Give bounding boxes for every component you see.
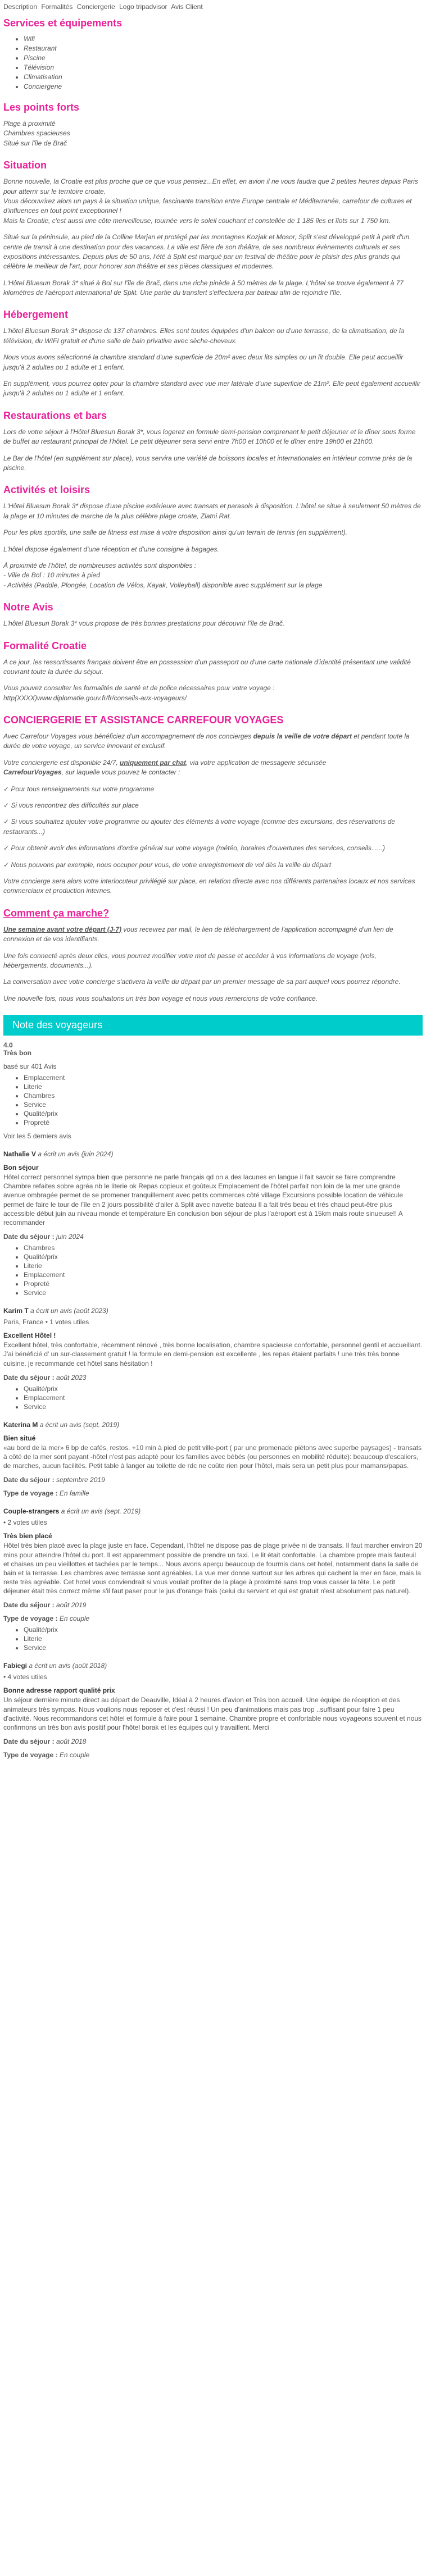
service-item: • Restaurant bbox=[24, 44, 423, 52]
review-criterion: • Qualité/prix bbox=[24, 1253, 423, 1261]
review-type-label: Type de voyage : bbox=[3, 1751, 58, 1759]
comment-p3: La conversation avec votre concierge s'activera la veille du départ par un premier message de sa part auquel vous pourrez répondre. bbox=[3, 978, 401, 986]
review-title: Excellent Hôtel ! bbox=[3, 1332, 56, 1340]
hebergement-p3: En supplément, vous pourrez opter pour la chambre standard avec vue mer latérale d'une superficie de 21m². Elle peut également accueillir jusqu'à 2 adultes ou 1 adulte et 1 enfant. bbox=[3, 380, 421, 398]
activite-item: - Activités (Paddle, Plongée, Location de Vélos, Kayak, Volleyball) disponible avec supplément sur la plage bbox=[3, 581, 323, 589]
service-item: • Télévision bbox=[24, 63, 423, 71]
review bbox=[3, 1662, 423, 1759]
review-criterion: • Service bbox=[24, 1403, 423, 1411]
review-criterion: • Qualité/prix bbox=[24, 1385, 423, 1393]
criterion: • Qualité/prix bbox=[24, 1110, 423, 1118]
formalite-p2-text: Vous pouvez consulter les formalités de santé et de police nécessaires pour votre voyage : bbox=[3, 684, 275, 692]
review-type-label: Type de voyage : bbox=[3, 1489, 58, 1498]
tab-conciergerie[interactable]: Conciergerie bbox=[76, 3, 115, 11]
restauration-p2: Le Bar de l'hôtel (en supplément sur place), vous servira une variété de boissons locales et internationales en intérieur comme près de la piscine. bbox=[3, 454, 413, 472]
review-date-value: juin 2024 bbox=[56, 1233, 84, 1241]
comment-p1 bbox=[3, 925, 423, 945]
formalite-title: Formalité Croatie bbox=[3, 640, 87, 651]
activites-p4 bbox=[3, 561, 423, 590]
tab-logo-tripadvisor[interactable]: Logo tripadvisor bbox=[119, 3, 167, 11]
review-date bbox=[3, 1233, 423, 1241]
comment-p2: Une fois connecté après deux clics, vous pourrez modifier votre mot de passe et accéder à vos informations de voyage (vols, hébergements, documents...). bbox=[3, 951, 377, 969]
conciergerie-app-name: CarrefourVoyages bbox=[3, 768, 62, 777]
activites-intro: À proximité de l'hôtel, de nombreuses activités sont disponibles : bbox=[3, 561, 197, 569]
review-criterion: • Service bbox=[24, 1289, 423, 1297]
situation-p4: Situé sur la péninsule, au pied de la Colline Marjan et protégé par les montagnes Kozjak et Mosor, Split s'est développé petit à petit d'un centre de transit à une destination pour des vacances. La ville est fière de son théâtre, de ses nombreux évènements culturels et ses expositions intéressantes. Depuis plus de 50 ans, l'été à Split est marqué par un festival de théâtre pour le plaisir des plus grands qui célèbre le meilleur de l'art, pour honorer son théâtre et ses pièces classiques et modernes. bbox=[3, 233, 410, 271]
tab-avis-client[interactable]: Avis Client bbox=[171, 3, 203, 11]
points-forts-text bbox=[3, 119, 423, 148]
review-author-line bbox=[3, 1307, 423, 1315]
review-type bbox=[3, 1615, 423, 1622]
see-last-reviews-link[interactable]: Voir les 5 derniers avis bbox=[3, 1132, 71, 1141]
restauration-title: Restaurations et bars bbox=[3, 409, 107, 421]
rating-criteria bbox=[3, 1074, 423, 1127]
comment-p1a: Une semaine avant votre départ (J-7) bbox=[3, 925, 122, 933]
activite-item: - Ville de Bol : 10 minutes à pied bbox=[3, 571, 100, 580]
conciergerie-p2a: Votre conciergerie est disponible 24/7, bbox=[3, 758, 120, 767]
review-body: Hôtel correct personnel sympa bien que personne ne parle français qd on a des lacunes en langue il fait savoir se faire comprendre Chambre refaites sobre agréa nb le literie ok Repas copieux et goûteux Emplacement de l'hôtel parfait non loin de la mer une grande avenue ombragée permet de se promener tranquillement avec petits commerces côté village Excursions possible location de véhicule permet de faire le tour de l'île en 2 jours possibilité d'aller à Split avec navette bateau Il a fait très beau et très chaud peut-être plus accessible début juin au niveau monde et température En conclusion bon séjour de plus l'aéroport est à 15km mais route sinueuse!! A recommander bbox=[3, 1173, 404, 1227]
review-type-value: En famille bbox=[59, 1489, 89, 1498]
restauration-p1: Lors de votre séjour à l'Hôtel Bluesun Borak 3*, vous logerez en formule demi-pension comprenant le petit déjeuner et le dîner sous forme de buffet au restaurant principal de l'hôtel. Le petit déjeuner sera servi entre 7h00 et 10h00 et le dîner entre 19h00 et 21h00. bbox=[3, 427, 416, 446]
review-when: a écrit un avis (sept. 2019) bbox=[39, 1420, 120, 1429]
situation-p1: Bonne nouvelle, la Croatie est plus proche que ce que vous pensiez...En effet, en avion il ne vous faudra que 2 petites heures depuis Paris pour atterrir sur le territoire croate. bbox=[3, 177, 418, 195]
points-forts-title: Les points forts bbox=[3, 102, 80, 113]
review-date bbox=[3, 1738, 423, 1745]
situation-p2: Vous découvrirez alors un pays à la situation unique, fascinante transition entre Europe centrale et Méditerranée, carrefour de cultures et d'influences en tout point exceptionnel ! bbox=[3, 197, 412, 215]
review-date-label: Date du séjour : bbox=[3, 1738, 55, 1746]
review-criteria bbox=[3, 1626, 423, 1652]
criterion: • Propreté bbox=[24, 1119, 423, 1127]
review-author: Fabiegi bbox=[3, 1662, 28, 1670]
comment-p4: Une nouvelle fois, nous vous souhaitons un très bon voyage et nous vous remercions de votre confiance. bbox=[3, 994, 318, 1002]
conciergerie-l1: ✓ Pour tous renseignements sur votre programme bbox=[3, 785, 155, 793]
review-criterion: • Propreté bbox=[24, 1280, 423, 1288]
review-author-line bbox=[3, 1662, 423, 1670]
service-item: • Wifi bbox=[24, 35, 423, 43]
review-when: a écrit un avis (sept. 2019) bbox=[61, 1507, 141, 1516]
conciergerie-l5: ✓ Nous pouvons par exemple, nous occuper pour vous, de votre enregistrement de vol dès la veille du départ bbox=[3, 860, 332, 869]
criterion: • Literie bbox=[24, 1083, 423, 1091]
activites-title: Activités et loisirs bbox=[3, 484, 90, 496]
review-criteria bbox=[3, 1385, 423, 1411]
situation-title: Situation bbox=[3, 159, 47, 171]
review-type-value: En couple bbox=[59, 1615, 90, 1623]
service-item: • Conciergerie bbox=[24, 83, 423, 90]
situation-p5: L'Hôtel Bluesun Borak 3* situé à Bol sur l'île de Brač, dans une riche pinède à 50 mètres de la plage. L'hôtel se trouve également à 77 kilomètres de l'aéroport international de Split. Une partie du transfert s'effectuera par bateau afin de rejoindre l'île. bbox=[3, 279, 404, 297]
review-type-value: En couple bbox=[59, 1751, 90, 1759]
conciergerie-l3: ✓ Si vous souhaitez ajouter votre programme ou ajouter des éléments à votre voyage (comme des excursions, des réservations de restaurants...) bbox=[3, 818, 396, 836]
tab-bar bbox=[3, 0, 423, 15]
hebergement-p1: L'hôtel Bluesun Borak 3* dispose de 137 chambres. Elles sont toutes équipées d'un balcon ou d'une terrasse, de la climatisation, de la télévision, du WIFI gratuit et d'une salle de bain privative avec sèche-cheveux. bbox=[3, 327, 405, 345]
rating-based-on: basé sur 401 Avis bbox=[3, 1063, 57, 1071]
conciergerie-p1 bbox=[3, 732, 423, 751]
conciergerie-p1b: depuis la veille de votre départ bbox=[253, 732, 352, 741]
tab-description[interactable]: Description bbox=[3, 3, 38, 11]
review-date bbox=[3, 1476, 423, 1484]
review-title: Bien situé bbox=[3, 1434, 36, 1442]
review-author-line bbox=[3, 1421, 423, 1429]
point-fort: Plage à proximité bbox=[3, 120, 56, 127]
review-title: Très bien placé bbox=[3, 1532, 52, 1540]
review-criterion: • Emplacement bbox=[24, 1271, 423, 1279]
review-criterion: • Literie bbox=[24, 1262, 423, 1270]
conciergerie-title: CONCIERGERIE ET ASSISTANCE CARREFOUR VOYAGES bbox=[3, 714, 284, 726]
avis-text: L'hôtel Bluesun Borak 3* vous propose de très bonnes prestations pour découvrir l'île de Brač. bbox=[3, 619, 285, 628]
review-location: Paris, France • 1 votes utiles bbox=[3, 1318, 89, 1326]
review-date-value: août 2023 bbox=[56, 1373, 87, 1382]
services-list bbox=[3, 35, 423, 90]
avis-title: Notre Avis bbox=[3, 601, 53, 613]
review-body: Hôtel très bien placé avec la plage juste en face. Cependant, l'hôtel ne dispose pas de plage privée ni de transats. Il faut marcher environ 20 mins pour atteindre l'hôtel du port. Il est apparemment possible de prendre un taxi. Le lit était confortable. La chambre propre mais fauteuil et chaises un peu vieillottes et tachées par le temps... Nous avons aperçu beaucoup de fourmis dans cet hotel, notamment dans la salle de bain et la terrasse. Les chambres avec terrasse sont agréables. La vue mer donne surtout sur les arbres qui cachent la mer en face, mais la reste très agréable. Cet hotel vous conviendrait si vous voulait profiter de la plage à proximité sans trop vous casser la tête. Le petit déjeuner était très correct même s'il faut paser pour le jus d'orange frais (celui du servent et qui est gratuit n'est absolument pas naturel). bbox=[3, 1542, 423, 1595]
review-when: a écrit un avis (août 2018) bbox=[29, 1662, 107, 1670]
conciergerie-p1a: Avec Carrefour Voyages vous bénéficiez d'un accompagnement de nos concierges bbox=[3, 732, 253, 741]
review-date-label: Date du séjour : bbox=[3, 1601, 55, 1610]
tab-formalites[interactable]: Formalités bbox=[41, 3, 73, 11]
rating-label: Très bon bbox=[3, 1049, 32, 1057]
review-date-label: Date du séjour : bbox=[3, 1233, 55, 1241]
review-type bbox=[3, 1489, 423, 1497]
comment-title: Comment ça marche? bbox=[3, 907, 110, 919]
review-date-value: août 2019 bbox=[56, 1601, 87, 1610]
review-author: Couple-strangers bbox=[3, 1507, 60, 1516]
notes-header: Note des voyageurs bbox=[3, 1015, 423, 1036]
criterion: • Service bbox=[24, 1101, 423, 1109]
formalite-p1: A ce jour, les ressortissants français doivent être en possession d'un passeport ou d'une carte nationale d'identité présentant une validité couvrant toute la durée du séjour. bbox=[3, 658, 411, 676]
review-date-label: Date du séjour : bbox=[3, 1373, 55, 1382]
conciergerie-p2e: , sur laquelle vous pouvez le contacter : bbox=[61, 768, 180, 777]
review-when: a écrit un avis (juin 2024) bbox=[38, 1150, 114, 1159]
review-date bbox=[3, 1374, 423, 1382]
review-date-value: août 2018 bbox=[56, 1738, 87, 1746]
review-when: a écrit un avis (août 2023) bbox=[30, 1307, 108, 1315]
review-type-label: Type de voyage : bbox=[3, 1615, 58, 1623]
review-author-line bbox=[3, 1150, 423, 1158]
conciergerie-p2b: uniquement par chat bbox=[120, 758, 187, 767]
criterion: • Chambres bbox=[24, 1092, 423, 1100]
point-fort: Chambres spacieuses bbox=[3, 129, 70, 138]
conciergerie-p2 bbox=[3, 758, 423, 778]
criterion: • Emplacement bbox=[24, 1074, 423, 1082]
review-author: Nathalie V bbox=[3, 1150, 37, 1159]
review bbox=[3, 1507, 423, 1652]
review bbox=[3, 1421, 423, 1498]
review-title: Bon séjour bbox=[3, 1164, 39, 1172]
review-criterion: • Chambres bbox=[24, 1244, 423, 1252]
review-body: «au bord de la mer» 6 bp de cafés, restos. +10 min à pied de petit ville-port ( par une promenade piétons avec superbe paysages) - transats à côté de la mer sont payant -hôtel n'est pas adapté pour les familles avec bébés (ou personnes en mobilité réduite): beaucoup d'escaliers, de marches, aucun facilités. Petit table à langer au toilette de rdc ne coûte rien pour l'hôtel, mais sera un petit plus pour mamans/papas. bbox=[3, 1443, 422, 1470]
conciergerie-p3: Votre concierge sera alors votre interlocuteur privilégié sur place, en relation directe avec nos différents partenaires locaux et nos services commerciaux et production internes. bbox=[3, 877, 415, 895]
review-author: Karim T bbox=[3, 1307, 29, 1315]
formalite-p2 bbox=[3, 683, 423, 703]
services-title: Services et équipements bbox=[3, 17, 123, 29]
situation-p3: Mais la Croatie, c'est aussi une côte merveilleuse, tournée vers le soleil couchant et constellée de 1 185 îles et îlots sur 1 750 km. bbox=[3, 216, 391, 225]
service-item: • Piscine bbox=[24, 54, 423, 62]
review-votes: • 4 votes utiles bbox=[3, 1673, 47, 1681]
activites-p1: L'Hôtel Bluesun Borak 3* dispose d'une piscine extérieure avec transats et parasols à disposition. L'hôtel se situe à seulement 50 mètres de la plage et 10 minutes de marche de la plus célèbre plage croate, Zlatni Rat. bbox=[3, 502, 421, 520]
formalite-link[interactable]: http(XXXX)www.diplomatie.gouv.fr/fr/conseils-aux-voyageurs/ bbox=[3, 694, 187, 702]
activites-p2: Pour les plus sportifs, une salle de fitness est mise à votre disposition ainsi qu'un terrain de tennis (en supplément). bbox=[3, 528, 347, 537]
conciergerie-p1c: et pendant toute la durée de votre voyage, un service innovant et exclusif. bbox=[3, 732, 410, 750]
review-title: Bonne adresse rapport qualité prix bbox=[3, 1686, 115, 1695]
rating-score: 4.0 bbox=[3, 1041, 13, 1050]
review-date-label: Date du séjour : bbox=[3, 1476, 55, 1484]
hebergement-p2: Nous vous avons sélectionné la chambre standard d'une superficie de 20m² avec deux lits simples ou un lit double. Elle peut accueillir jusqu'à 2 adultes ou 1 adulte et 1 enfant. bbox=[3, 353, 404, 371]
comment-p1b: vous recevrez par mail, le lien de téléchargement de l'application accompagné d'un lien de connexion et de vos identifiants. bbox=[3, 925, 393, 943]
review-votes: • 2 votes utiles bbox=[3, 1519, 47, 1527]
review-body: Excellent hôtel, très confortable, récemment rénové , très bonne localisation, chambre spacieuse confortable, personnel gentil et accueillant. J'ai bénéficié d' un sur-classement gratuit ! la formule en demi-pension est excellente , les repas étaient parfaits ! une très très bonne cuisine. je recommande cet hôtel sans hésitation ! bbox=[3, 1341, 423, 1367]
review-author: Katerina M bbox=[3, 1420, 38, 1429]
conciergerie-l4: ✓ Pour obtenir avoir des informations d'ordre général sur votre voyage (météo, horaires d'ouvertures des services, conseils......) bbox=[3, 844, 385, 852]
review bbox=[3, 1150, 423, 1297]
conciergerie-l2: ✓ Si vous rencontrez des difficultés sur place bbox=[3, 801, 139, 810]
review-type bbox=[3, 1751, 423, 1759]
situation-text bbox=[3, 177, 423, 226]
review bbox=[3, 1307, 423, 1411]
service-item: • Climatisation bbox=[24, 73, 423, 81]
review-author-line bbox=[3, 1507, 423, 1515]
review-date bbox=[3, 1601, 423, 1609]
review-criterion: • Emplacement bbox=[24, 1394, 423, 1402]
review-criteria bbox=[3, 1244, 423, 1297]
review-criterion: • Service bbox=[24, 1644, 423, 1652]
hebergement-title: Hébergement bbox=[3, 309, 69, 321]
conciergerie-p2c: , via votre application de messagerie sécurisée bbox=[186, 758, 327, 767]
review-date-value: septembre 2019 bbox=[56, 1476, 105, 1484]
point-fort: Situé sur l'île de Brač bbox=[3, 139, 67, 147]
review-body: Un séjour dernière minute direct au départ de Deauville, Idéal à 2 heures d'avion et Très bon accueil. Une équipe de réception et des animateurs très sympas. Nous voulions nous reposer et c'est réussi ! Un peu d'animations mais pas trop ..suffisant pour faire 1 peu d'activité. Nous recommandons cet hôtel et formule à faire pour 1 semaine. Chambre propre et confortable nous voyageons souvent et nous confirmons un très bon avis positif pour l'hôtel borak et les équipes qui y travaillent. Merci bbox=[3, 1696, 422, 1732]
review-criterion: • Qualité/prix bbox=[24, 1626, 423, 1634]
review-criterion: • Literie bbox=[24, 1635, 423, 1643]
activites-p3: L'hôtel dispose également d'une réception et d'une consigne à bagages. bbox=[3, 545, 219, 553]
